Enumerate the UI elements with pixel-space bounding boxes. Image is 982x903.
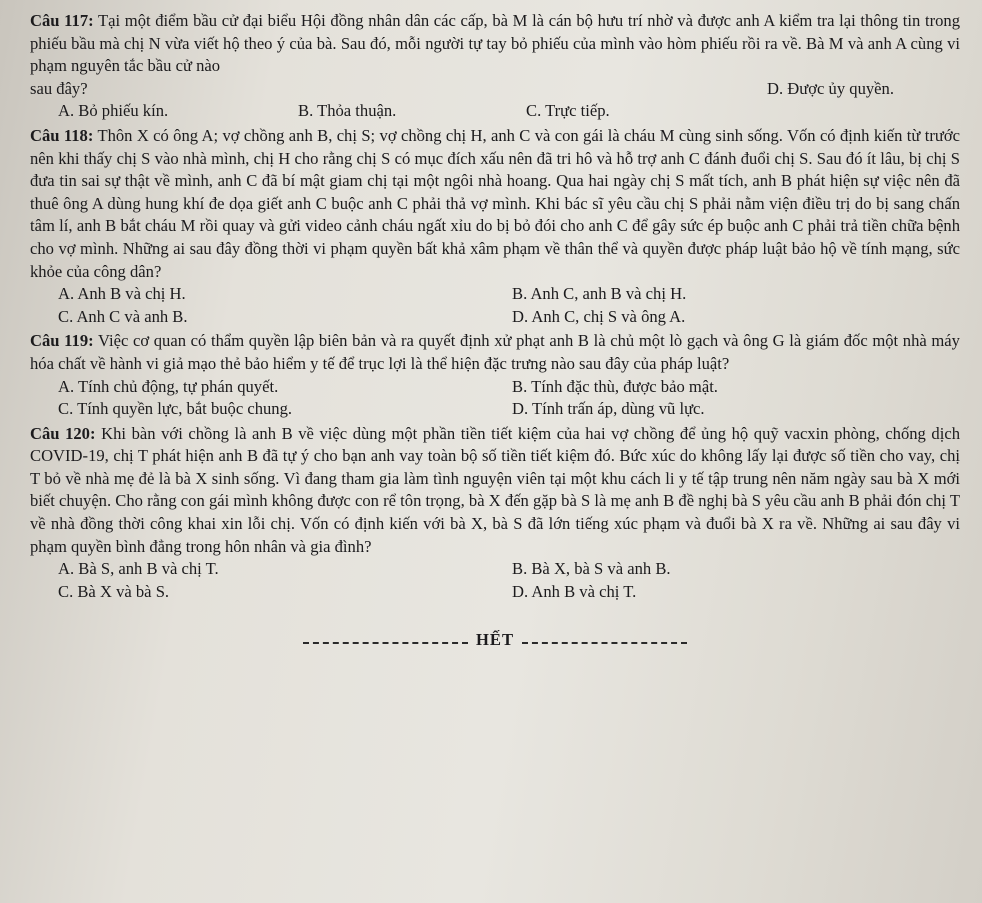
question-118-stem — [30, 125, 960, 283]
option-a[interactable]: A. Bỏ phiếu kín. — [58, 101, 169, 121]
option-d[interactable]: D. Anh C, chị S và ông A. — [512, 306, 686, 326]
question-number: Câu 119: — [30, 331, 94, 351]
end-label: HẾT — [475, 630, 515, 650]
option-b[interactable]: B. Anh C, anh B và chị H. — [512, 284, 687, 304]
question-117 — [30, 10, 960, 123]
question-text: Khi bàn với chồng là anh B về việc dùng một phần tiền tiết kiệm của hai vợ chồng để ủng hộ quỹ vacxin phòng, chống dịch COVID-19, chị T phát hiện anh B đã tự ý cho bạn anh vay toàn bộ số tiền tiết kiệm đó. Bức xúc do không lấy lại được số tiền cho vay, chị T bỏ về nhà mẹ đẻ là bà X sinh sống. Vì đang tham gia làm tình nguyện viên tại một khu cách li y tế tập trung nên năm ngày sau bà X mới biết chuyện. Cho rằng con gái mình không được con rể tôn trọng, bà X đến gặp bà S là mẹ anh B đề nghị bà S yêu cầu anh B phải đón chị T về nhà đồng thời công khai xin lỗi chị. Vốn có định kiến với bà X, bà S đã lớn tiếng xúc phạm và đuổi bà X ra về. Những ai sau đây vi phạm quyền bình đẳng trong hôn nhân và gia đình? — [30, 423, 961, 556]
option-d[interactable]: D. Anh B và chị T. — [512, 581, 637, 601]
question-120-options — [30, 558, 960, 603]
option-d[interactable]: D. Tính trấn áp, dùng vũ lực. — [512, 399, 705, 419]
question-text: Tại một điểm bầu cử đại biểu Hội đồng nhân dân các cấp, bà M là cán bộ hưu trí nhờ và được anh A kiểm tra lại thông tin trong phiếu bầu mà chị N vừa viết hộ theo ý của bà. Sau đó, mỗi người tự tay bỏ phiếu của mình vào hòm phiếu rồi ra về. Bà M và anh A cùng vi phạm nguyên tắc bầu cử nào — [30, 11, 960, 76]
divider-right — [522, 642, 687, 644]
question-text: Việc cơ quan có thẩm quyền lập biên bản và ra quyết định xử phạt anh B là chủ một lò gạch và ông G là giám đốc một nhà máy hóa chất về hành vi giả mạo thẻ bảo hiểm y tế để trục lợi là thể hiện đặc trưng nào sau đây của pháp luật? — [30, 331, 960, 373]
question-text: Thôn X có ông A; vợ chồng anh B, chị S; vợ chồng chị H, anh C và con gái là cháu M cùng sinh sống. Vốn có định kiến từ trước nên khi thấy chị S vào nhà mình, chị H cho rằng chị S có mục đích xấu nên đã tri hô và hỗ trợ anh C đánh đuổi chị S. Sau đó ít lâu, bị chị S đưa tin sai sự thật về mình, anh C đã bí mật giam chị tại một ngôi nhà hoang. Qua hai ngày chị S mất tích, anh B phát hiện sự việc nên đã thuê ông A dùng hung khí đe dọa giết anh C buộc anh C phải thả vợ mình. Khi bác sĩ yêu cầu chị S phải nằm viện điều trị do bị sang chấn tâm lí, anh B bắt cháu M rồi quay và gửi video cảnh cháu ngất xỉu do bị bỏ đói cho anh C để gây sức ép buộc anh C phải trả tiền chữa bệnh cho vợ mình. Những ai sau đây đồng thời vi phạm quyền bất khả xâm phạm về thân thể và quyền được pháp luật bảo hộ về tính mạng, sức khỏe của công dân? — [30, 125, 960, 281]
option-a[interactable]: A. Tính chủ động, tự phán quyết. — [58, 376, 279, 396]
divider-left — [303, 642, 468, 644]
option-b[interactable]: B. Bà X, bà S và anh B. — [512, 559, 671, 579]
question-117-options — [30, 100, 960, 123]
question-120 — [30, 423, 960, 604]
question-120-stem — [30, 423, 960, 559]
question-117-lead — [30, 78, 960, 101]
option-c[interactable]: C. Trực tiếp. — [526, 101, 610, 121]
option-b[interactable]: B. Tính đặc thù, được bảo mật. — [512, 376, 718, 396]
question-119-options — [30, 376, 960, 421]
option-a[interactable]: A. Bà S, anh B và chị T. — [58, 559, 219, 579]
question-117-stem — [30, 10, 960, 78]
option-d[interactable]: D. Được ủy quyền. — [767, 78, 894, 98]
option-c[interactable]: C. Tính quyền lực, bắt buộc chung. — [58, 399, 293, 419]
option-b[interactable]: B. Thỏa thuận. — [298, 101, 397, 121]
option-c[interactable]: C. Anh C và anh B. — [58, 306, 188, 326]
option-a[interactable]: A. Anh B và chị H. — [58, 284, 186, 304]
question-number: Câu 118: — [30, 125, 94, 145]
question-number: Câu 120: — [30, 423, 96, 443]
end-marker — [30, 629, 960, 652]
question-119-stem — [30, 330, 960, 375]
question-118-options — [30, 283, 960, 328]
question-118 — [30, 125, 960, 328]
question-number: Câu 117: — [30, 11, 94, 30]
option-c[interactable]: C. Bà X và bà S. — [58, 581, 170, 601]
question-119 — [30, 330, 960, 420]
question-text-end: sau đây? — [30, 78, 88, 98]
